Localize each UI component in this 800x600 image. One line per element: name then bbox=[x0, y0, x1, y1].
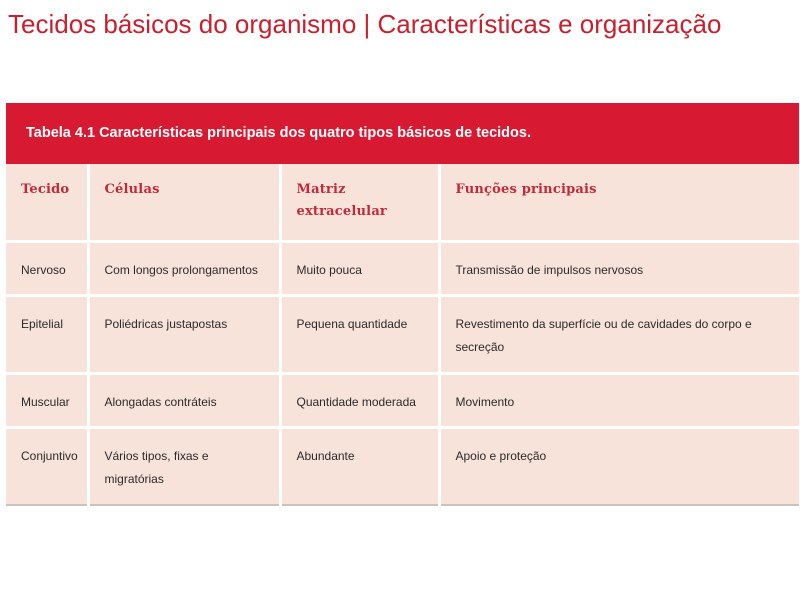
cell-funcoes: Apoio e proteção bbox=[439, 427, 799, 505]
cell-matriz: Muito pouca bbox=[280, 241, 439, 295]
table-row bbox=[6, 373, 799, 427]
cell-celulas: Alongadas contráteis bbox=[88, 373, 280, 427]
cell-tecido: Epitelial bbox=[6, 295, 88, 373]
cell-tecido: Nervoso bbox=[6, 241, 88, 295]
header-celulas: Células bbox=[88, 164, 280, 241]
cell-matriz: Abundante bbox=[280, 427, 439, 505]
table-row bbox=[6, 427, 799, 505]
cell-tecido: Muscular bbox=[6, 373, 88, 427]
cell-tecido: Conjuntivo bbox=[6, 427, 88, 505]
cell-celulas: Poliédricas justapostas bbox=[88, 295, 280, 373]
page-title: Tecidos básicos do organismo | Características e organização bbox=[8, 9, 722, 39]
cell-funcoes: Transmissão de impulsos nervosos bbox=[439, 241, 799, 295]
cell-celulas: Vários tipos, fixas e migratórias bbox=[88, 427, 280, 505]
table-body bbox=[6, 164, 799, 506]
header-tecido: Tecido bbox=[6, 164, 88, 241]
cell-matriz: Pequena quantidade bbox=[280, 295, 439, 373]
cell-matriz: Quantidade moderada bbox=[280, 373, 439, 427]
cell-funcoes: Revestimento da superfície ou de cavidades do corpo e secreção bbox=[439, 295, 799, 373]
table-row bbox=[6, 241, 799, 295]
cell-celulas: Com longos prolongamentos bbox=[88, 241, 280, 295]
cell-funcoes: Movimento bbox=[439, 373, 799, 427]
table-row bbox=[6, 295, 799, 373]
table-caption: Tabela 4.1 Características principais dos quatro tipos básicos de tecidos. bbox=[6, 103, 799, 164]
tissue-table bbox=[6, 103, 799, 506]
header-funcoes-principais: Funções principais bbox=[439, 164, 799, 241]
table-header-row bbox=[6, 164, 799, 241]
header-matriz-extracelular: Matriz extracelular bbox=[280, 164, 439, 241]
